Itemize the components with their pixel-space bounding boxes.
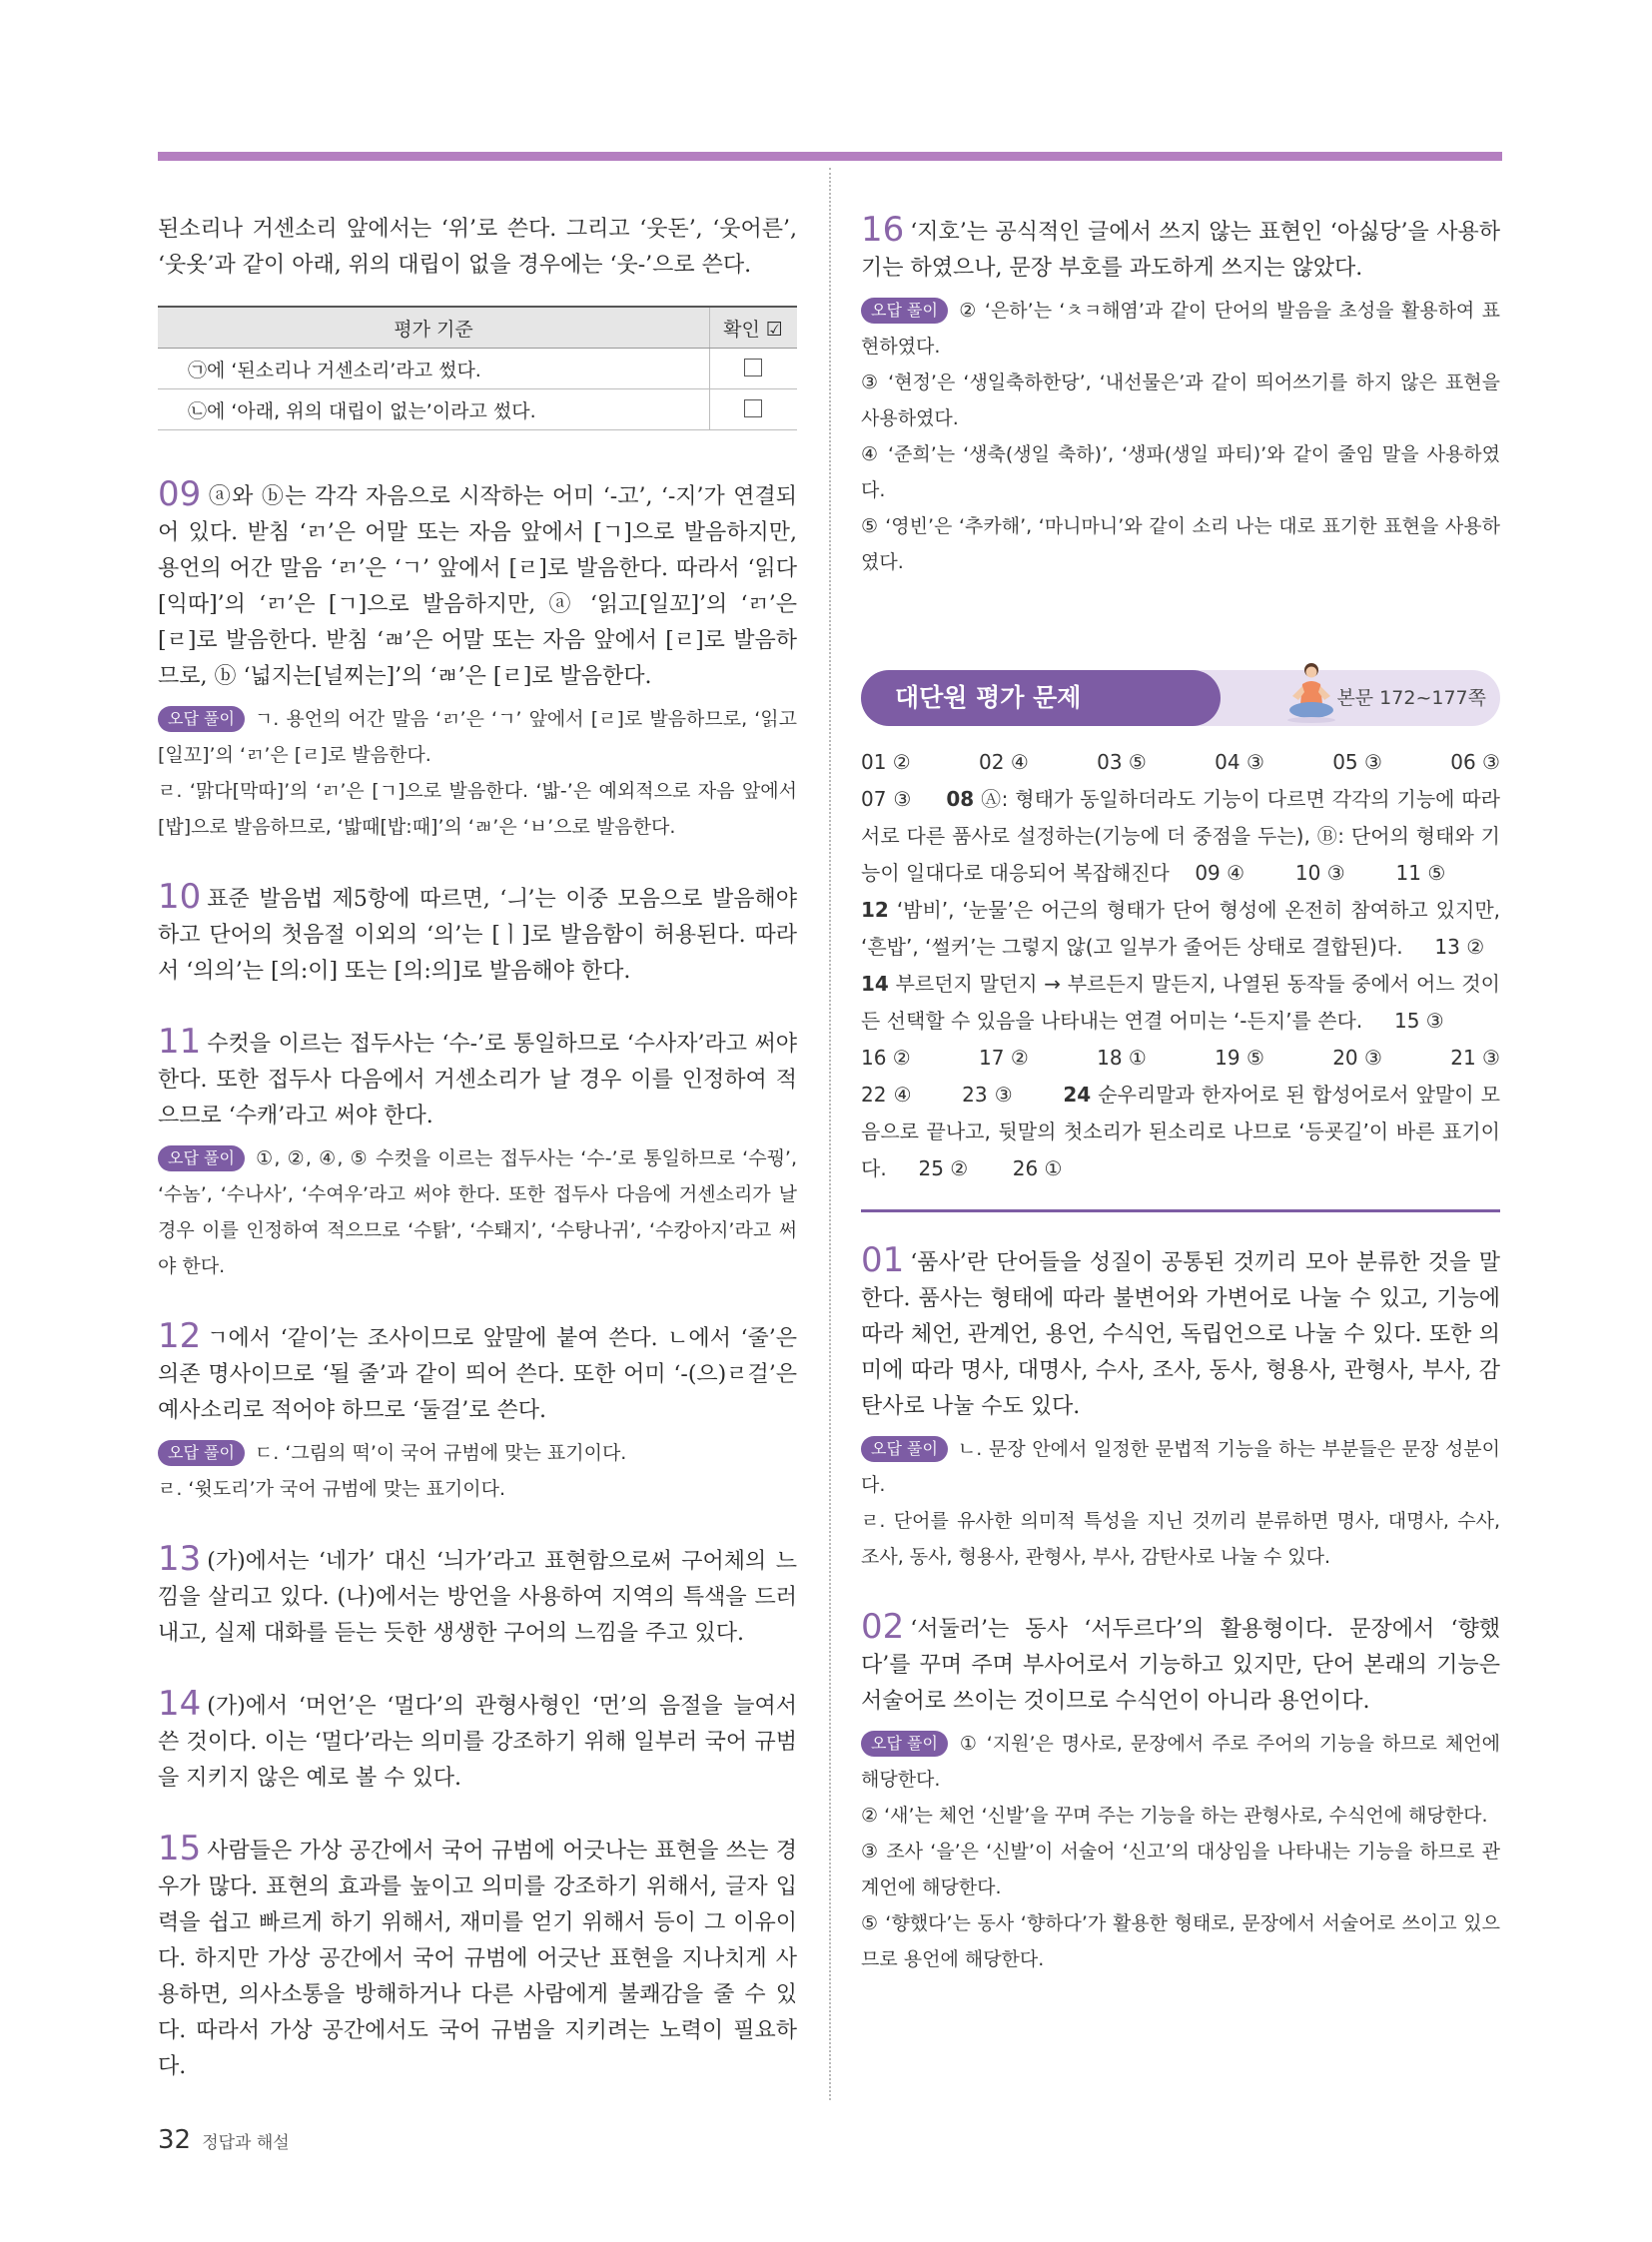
wrong-answer-badge: 오답 풀이	[861, 298, 948, 324]
question-number: 01	[861, 1240, 905, 1280]
question-number: 16	[861, 210, 905, 250]
answer-item: 16 ②	[861, 1046, 911, 1070]
table-row	[158, 349, 797, 389]
intro-text: 된소리나 거센소리 앞에서는 ‘위’로 쓴다. 그리고 ‘웃돈’, ‘웃어른’, ‘웃옷’과 같이 아래, 위의 대립이 없을 경우에는 ‘웃-’으로 쓴다.	[158, 217, 797, 278]
answer-item: 10 ③	[1294, 861, 1345, 885]
answer-item: 18 ①	[1097, 1046, 1147, 1070]
answer-number: 14	[861, 972, 889, 996]
explanation-text: ③ 조사 ‘을’은 ‘신발’이 서술어 ‘신고’의 대상임을 나타내는 기능을 하므로 관계언에 해당한다.	[861, 1841, 1500, 1898]
explanation-text: ② ‘새’는 체언 ‘신발’을 꾸며 주는 기능을 하는 관형사로, 수식언에 해당한다.	[861, 1805, 1488, 1827]
answer-number: 24	[1063, 1083, 1092, 1107]
answer-item: 20 ③	[1332, 1046, 1382, 1070]
explanation-text: ㄷ. ‘그림의 떡’이 국어 규범에 맞는 표기이다.	[254, 1442, 627, 1464]
explanation-text: ①, ②, ④, ⑤ 수컷을 이르는 접두사는 ‘수-’로 통일하므로 ‘수꿩’, ‘수놈’, ‘수나사’, ‘수여우’라고 써야 한다. 또한 접두사 다음에 거센소리가 날 경우 이를 인정하여 적으므로 ‘수탉’, ‘수퇘지’, ‘수탕나귀’, ‘수캉아지’라고 써야 한다.	[158, 1147, 797, 1277]
answer-item: 11 ⑤	[1395, 861, 1446, 885]
explanation-text: ㄴ. 문장 안에서 일정한 문법적 기능을 하는 부분들은 문장 성분이다.	[861, 1438, 1500, 1496]
table-row	[158, 389, 797, 430]
answer-09	[158, 476, 797, 845]
question-number: 12	[158, 1316, 202, 1356]
right-column	[861, 212, 1500, 2011]
answer-text: ‘지호’는 공식적인 글에서 쓰지 않는 표현인 ‘아싫당’을 사용하기는 하였으나, 문장 부호를 과도하게 쓰지는 않았다.	[861, 220, 1500, 281]
answer-01	[861, 1242, 1500, 1575]
answer-10	[158, 879, 797, 990]
answer-12	[158, 1318, 797, 1507]
answer-item: 15 ③	[1394, 1009, 1444, 1033]
meditating-person-icon	[1284, 660, 1338, 724]
answer-item: 19 ⑤	[1215, 1046, 1264, 1070]
question-number: 11	[158, 1022, 202, 1062]
answer-item: 26 ①	[1012, 1156, 1063, 1180]
explanation-text: ㄹ. ‘윗도리’가 국어 규범에 맞는 표기이다.	[158, 1478, 506, 1500]
explanation-text: ⑤ ‘영빈’은 ‘추카해’, ‘마니마니’와 같이 소리 나는 대로 표기한 표현을 사용하였다.	[861, 515, 1500, 573]
question-number: 02	[861, 1607, 905, 1647]
section-header	[861, 670, 1500, 726]
criteria-cell: ㉠에 ‘된소리나 거센소리’라고 썼다.	[158, 349, 710, 389]
question-number: 09	[158, 474, 202, 514]
answer-item: 22 ④	[861, 1083, 913, 1107]
explanation-text: ④ ‘준희’는 ‘생축(생일 축하)’, ‘생파(생일 파티)’와 같이 줄임 말을 사용하였다.	[861, 443, 1500, 501]
answer-item: 09 ④	[1195, 861, 1245, 885]
answer-item: Ⓐ: 형태가 동일하더라도 기능이 다르면 각각의 기능에 따라 서로 다른 품사로 설정하는(기능에 더 중점을 두는), Ⓑ: 단어의 형태와 기능이 일대다로 대응되어 복잡해진다	[861, 787, 1500, 885]
answer-text: ‘서둘러’는 동사 ‘서두르다’의 활용형이다. 문장에서 ‘향했다’를 꾸며 주며 부사어로서 기능하고 있지만, 단어 본래의 기능은 서술어로 쓰이는 것이므로 수식언이 아니라 용언이다.	[861, 1617, 1500, 1714]
column-divider	[829, 168, 831, 2100]
answer-02	[861, 1609, 1500, 1977]
answer-13	[158, 1541, 797, 1652]
question-number: 13	[158, 1539, 202, 1579]
explanation-text: ㄹ. ‘맑다[막따]’의 ‘ㄺ’은 [ㄱ]으로 발음한다. ‘밟-’은 예외적으로 자음 앞에서 [밥]으로 발음하므로, ‘밟때[밥:때]’의 ‘ㄼ’은 ‘ㅂ’으로 발음한다.	[158, 780, 797, 838]
criteria-header: 평가 기준	[158, 307, 710, 349]
left-column	[158, 212, 797, 2119]
answer-number: 08	[946, 787, 975, 811]
criteria-table	[158, 306, 797, 430]
answer-item: 부르던지 말던지 → 부르든지 말든지, 나열된 동작들 중에서 어느 것이든 선택할 수 있음을 나타내는 연결 어미는 ‘-든지’를 쓴다.	[861, 972, 1500, 1033]
answer-15	[158, 1831, 797, 2085]
section-title: 대단원 평가 문제	[895, 683, 1082, 712]
wrong-answer-badge: 오답 풀이	[861, 1436, 948, 1462]
wrong-answer-badge: 오답 풀이	[158, 1440, 245, 1466]
explanation-text: ② ‘은하’는 ‘ㅊㅋ해염’과 같이 단어의 발음을 초성을 활용하여 표현하였다.	[861, 300, 1500, 358]
footer-label: 정답과 해설	[202, 2133, 290, 2153]
answer-item: 23 ③	[962, 1083, 1014, 1107]
answer-item: 07 ③	[861, 787, 912, 811]
answer-text: 표준 발음법 제5항에 따르면, ‘ㅢ’는 이중 모음으로 발음해야 하고 단어의 첫음절 이외의 ‘의’는 [ㅣ]로 발음함이 허용된다. 따라서 ‘의의’는 [의:이] 또는 [의:의]로 발음해야 한다.	[158, 887, 797, 984]
page-footer	[158, 2125, 290, 2155]
answer-text: ㄱ에서 ‘같이’는 조사이므로 앞말에 붙여 쓴다. ㄴ에서 ‘줄’은 의존 명사이므로 ‘될 줄’과 같이 띄어 쓴다. 또한 어미 ‘-(으)ㄹ걸’은 예사소리로 적어야 하므로 ‘둘걸’로 쓴다.	[158, 1326, 797, 1423]
answer-key	[861, 744, 1500, 1187]
answer-item: 06 ③	[1450, 750, 1500, 774]
answer-11	[158, 1024, 797, 1284]
answer-item: 02 ④	[979, 750, 1029, 774]
question-number: 10	[158, 877, 202, 917]
answer-text: ‘품사’란 단어들을 성질이 공통된 것끼리 모아 분류한 것을 말한다. 품사는 형태에 따라 불변어와 가변어로 나눌 수 있고, 기능에 따라 체언, 관계언, 용언, 수식언, 독립언으로 나눌 수 있다. 또한 의미에 따라 명사, 대명사, 수사, 조사, 동사, 형용사, 관형사, 부사, 감탄사로 나눌 수도 있다.	[861, 1250, 1500, 1419]
answer-item: 05 ③	[1332, 750, 1382, 774]
answer-item: 21 ③	[1450, 1046, 1500, 1070]
answer-item: 순우리말과 한자어로 된 합성어로서 앞말이 모음으로 끝나고, 뒷말의 첫소리가 된소리로 나므로 ‘등굣길’이 바른 표기이다.	[861, 1083, 1500, 1180]
answer-item: 13 ②	[1434, 935, 1485, 959]
question-number: 14	[158, 1684, 202, 1724]
wrong-answer-badge: 오답 풀이	[158, 1145, 245, 1171]
checkbox[interactable]	[744, 359, 762, 376]
wrong-answer-badge: 오답 풀이	[158, 706, 245, 732]
checkbox[interactable]	[744, 399, 762, 417]
answer-item: ‘밤비’, ‘눈물’은 어근의 형태가 단어 형성에 온전히 참여하고 있지만, ‘흔밥’, ‘썰커’는 그렇지 않(고 일부가 줄어든 상태로 결합된)다.	[861, 898, 1500, 959]
check-header: 확인 ☑	[710, 307, 798, 349]
question-number: 15	[158, 1829, 202, 1868]
answer-item: 25 ②	[918, 1156, 969, 1180]
answer-item: 03 ⑤	[1097, 750, 1147, 774]
answer-item: 04 ③	[1215, 750, 1264, 774]
explanation-text: ① ‘지원’은 명사로, 문장에서 주로 주어의 기능을 하므로 체언에 해당한다.	[861, 1733, 1500, 1791]
answer-text: (가)에서는 ‘네가’ 대신 ‘늬가’라고 표현함으로써 구어체의 느낌을 살리고 있다. (나)에서는 방언을 사용하여 지역의 특색을 드러내고, 실제 대화를 듣는 듯한 생생한 구어의 느낌을 주고 있다.	[158, 1549, 797, 1646]
answer-text: (가)에서 ‘머언’은 ‘멀다’의 관형사형인 ‘먼’의 음절을 늘여서 쓴 것이다. 이는 ‘멀다’라는 의미를 강조하기 위해 일부러 국어 규범을 지키지 않은 예로 볼 수 있다.	[158, 1694, 797, 1791]
criteria-cell: ㉡에 ‘아래, 위의 대립이 없는’이라고 썼다.	[158, 389, 710, 430]
answer-number: 12	[861, 898, 889, 922]
explanation-text: ㄹ. 단어를 유사한 의미적 특성을 지닌 것끼리 분류하면 명사, 대명사, 수사, 조사, 동사, 형용사, 관형사, 부사, 감탄사로 나눌 수 있다.	[861, 1510, 1500, 1568]
wrong-answer-badge: 오답 풀이	[861, 1731, 948, 1757]
top-accent-bar	[158, 152, 1502, 161]
explanation-text: ⑤ ‘향했다’는 동사 ‘향하다’가 활용한 형태로, 문장에서 서술어로 쓰이고 있으므로 용언에 해당한다.	[861, 1912, 1500, 1970]
answer-text: ⓐ와 ⓑ는 각각 자음으로 시작하는 어미 ‘-고’, ‘-지’가 연결되어 있다. 받침 ‘ㄺ’은 어말 또는 자음 앞에서 [ㄱ]으로 발음하지만, 용언의 어간 말음 ‘ㄺ’은 ‘ㄱ’ 앞에서 [ㄹ]로 발음한다. 따라서 ‘읽다[익따]’의 ‘ㄺ’은 [ㄱ]으로 발음하지만, ⓐ ‘읽고[일꼬]’의 ‘ㄺ’은 [ㄹ]로 발음한다. 받침 ‘ㄼ’은 어말 또는 자음 앞에서 [ㄹ]로 발음하므로, ⓑ ‘넓지는[널찌는]’의 ‘ㄼ’은 [ㄹ]로 발음한다.	[158, 484, 797, 689]
answer-text: 수컷을 이르는 접두사는 ‘수-’로 통일하므로 ‘수사자’라고 써야 한다. 또한 접두사 다음에서 거센소리가 날 경우 이를 인정하여 적으므로 ‘수캐’라고 써야 한다.	[158, 1032, 797, 1128]
answer-16	[861, 212, 1500, 580]
answer-14	[158, 1686, 797, 1797]
page-reference: 본문 172~177쪽	[1336, 687, 1486, 709]
answer-item: 01 ②	[861, 750, 911, 774]
answer-item: 17 ②	[979, 1046, 1029, 1070]
explanation-text: ③ ‘현정’은 ‘생일축하한당’, ‘내선물은’과 같이 띄어쓰기를 하지 않은 표현을 사용하였다.	[861, 372, 1500, 429]
answer-text: 사람들은 가상 공간에서 국어 규범에 어긋나는 표현을 쓰는 경우가 많다. 표현의 효과를 높이고 의미를 강조하기 위해서, 글자 입력을 쉽고 빠르게 하기 위해서, 재미를 얻기 위해서 등이 그 이유이다. 하지만 가상 공간에서 국어 규범에 어긋난 표현을 지나치게 사용하면, 의사소통을 방해하거나 다른 사람에게 불쾌감을 줄 수 있다. 따라서 가상 공간에서도 국어 규범을 지키려는 노력이 필요하다.	[158, 1839, 797, 2079]
explanation-text: ㄱ. 용언의 어간 말음 ‘ㄺ’은 ‘ㄱ’ 앞에서 [ㄹ]로 발음하므로, ‘읽고[일꼬]’의 ‘ㄺ’은 [ㄹ]로 발음한다.	[158, 708, 797, 766]
page-number: 32	[158, 2125, 192, 2155]
section-divider	[861, 1209, 1500, 1212]
